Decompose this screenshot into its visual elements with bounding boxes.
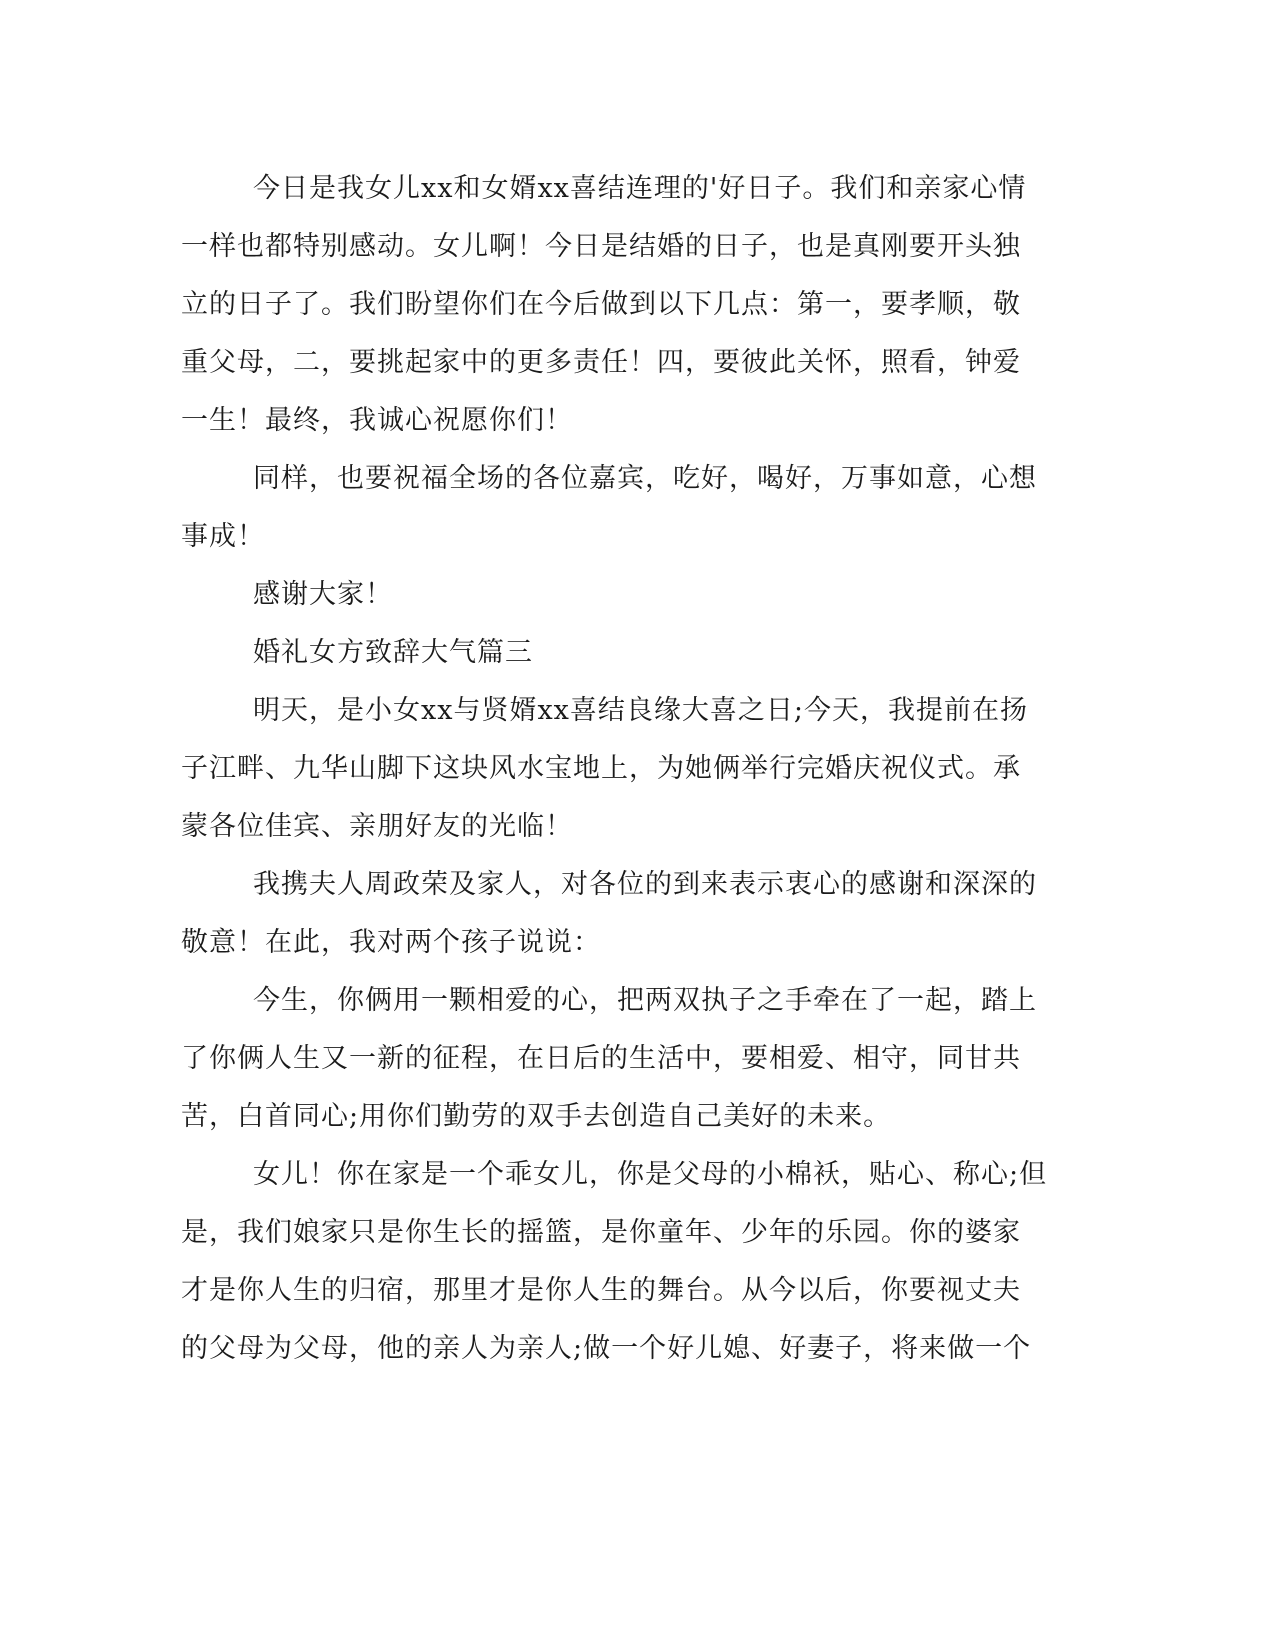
text-line: 事成！ [181,521,265,552]
text-line: 子江畔、九华山脚下这块风水宝地上，为她俩举行完婚庆祝仪式。承 [181,753,1021,784]
text-line: 今日是我女儿xx和女婿xx喜结连理的'好日子。我们和亲家心情 [253,173,1027,204]
text-line: 是，我们娘家只是你生长的摇篮，是你童年、少年的乐园。你的婆家 [181,1217,1021,1248]
section-heading: 婚礼女方致辞大气篇三 [253,637,533,668]
text-line: 感谢大家！ [253,579,393,610]
text-line: 今生，你俩用一颗相爱的心，把两双执子之手牵在了一起，踏上 [253,985,1037,1016]
text-line: 蒙各位佳宾、亲朋好友的光临！ [181,811,573,842]
text-line: 敬意！在此，我对两个孩子说说： [181,927,601,958]
text-line: 女儿！你在家是一个乖女儿，你是父母的小棉袄，贴心、称心;但 [253,1159,1048,1190]
text-line: 一生！最终，我诚心祝愿你们！ [181,405,573,436]
text-line: 立的日子了。我们盼望你们在今后做到以下几点：第一，要孝顺，敬 [181,289,1021,320]
text-line: 一样也都特别感动。女儿啊！今日是结婚的日子，也是真刚要开头独 [181,231,1021,262]
text-line: 的父母为父母，他的亲人为亲人;做一个好儿媳、好妻子，将来做一个 [181,1333,1032,1364]
text-line: 苦，白首同心;用你们勤劳的双手去创造自己美好的未来。 [181,1101,892,1132]
text-line: 我携夫人周政荣及家人，对各位的到来表示衷心的感谢和深深的 [253,869,1037,900]
document-body [181,160,1071,1378]
text-line: 明天，是小女xx与贤婿xx喜结良缘大喜之日;今天，我提前在扬 [253,695,1029,726]
text-line: 才是你人生的归宿，那里才是你人生的舞台。从今以后，你要视丈夫 [181,1275,1021,1306]
text-line: 了你俩人生又一新的征程，在日后的生活中，要相爱、相守，同甘共 [181,1043,1021,1074]
text-line: 重父母，二，要挑起家中的更多责任！四，要彼此关怀，照看，钟爱 [181,347,1021,378]
text-line: 同样，也要祝福全场的各位嘉宾，吃好，喝好，万事如意，心想 [253,463,1037,494]
